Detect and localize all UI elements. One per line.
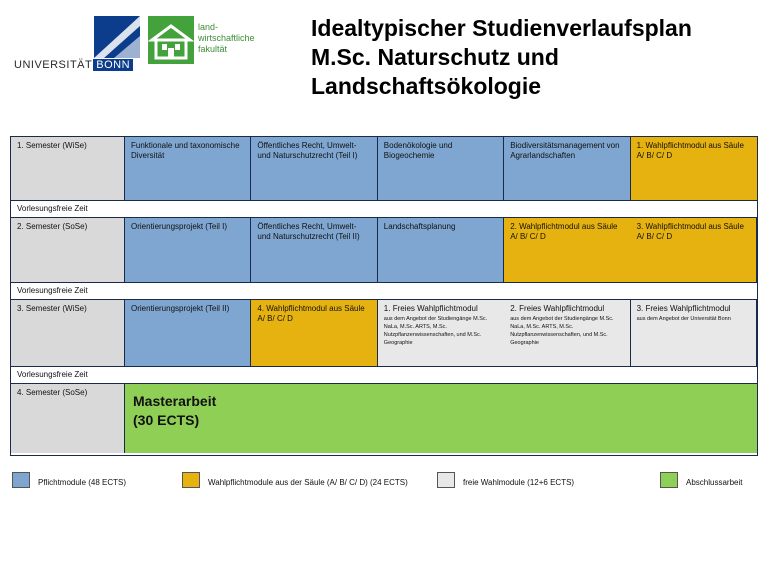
master-thesis-cell <box>125 384 757 453</box>
legend-swatch <box>660 472 678 488</box>
free-module-note: aus dem Angebot der Universität Bonn <box>636 316 731 322</box>
faculty-wordmark-line: fakultät <box>198 44 228 54</box>
study-plan-table <box>10 136 758 456</box>
farmhouse-icon <box>148 16 194 64</box>
free-module-title: 3. Freies Wahlpflichtmodul <box>636 304 731 313</box>
module-cell: Orientierungsprojekt (Teil II) <box>125 300 251 367</box>
lecture-free-period: Vorlesungsfreie Zeit <box>11 367 757 384</box>
elective-module-cell: 4. Wahlpflichtmodul aus Säule A/ B/ C/ D <box>251 300 377 367</box>
free-module-cell <box>631 300 757 367</box>
free-module-title: 2. Freies Wahlpflichtmodul <box>510 304 605 313</box>
page-title <box>311 14 692 101</box>
elective-module-cell: 2. Wahlpflichtmodul aus Säule A/ B/ C/ D <box>504 218 630 283</box>
free-module-note: aus dem Angebot der Studiengänge M.Sc. NaLa, M.Sc. ARTS, M.Sc. Nutzpflanzenwissenschaften, und M.Sc. Geographie <box>383 316 488 346</box>
semester-label-3: 3. Semester (WiSe) <box>11 300 125 367</box>
module-cell: Öffentliches Recht, Umwelt- und Naturschutzrecht (Teil I) <box>251 137 377 201</box>
faculty-logo-mark <box>148 16 194 64</box>
title-line: M.Sc. Naturschutz und <box>311 44 559 70</box>
university-wordmark-bonn: BONN <box>93 59 133 71</box>
free-module-note: aus dem Angebot der Studiengänge M.Sc. NaLa, M.Sc. ARTS, M.Sc. Nutzpflanzenwissenschaften, und M.Sc. Geographie <box>510 316 614 346</box>
free-module-title: 1. Freies Wahlpflichtmodul <box>383 304 478 313</box>
legend-swatch <box>182 472 200 488</box>
elective-module-cell: 3. Wahlpflichtmodul aus Säule A/ B/ C/ D <box>631 218 757 283</box>
lecture-free-period: Vorlesungsfreie Zeit <box>11 283 757 300</box>
faculty-wordmark-line: wirtschaftliche <box>198 33 255 43</box>
legend-swatch <box>437 472 455 488</box>
semester-label-1: 1. Semester (WiSe) <box>11 137 125 201</box>
legend-label: Abschlussarbeit <box>686 478 743 487</box>
title-line: Idealtypischer Studienverlaufsplan <box>311 15 692 41</box>
semester-label-4: 4. Semester (SoSe) <box>11 384 125 453</box>
module-cell: Landschaftsplanung <box>378 218 504 283</box>
faculty-wordmark <box>198 22 255 55</box>
university-wordmark <box>14 59 133 71</box>
module-cell: Orientierungsprojekt (Teil I) <box>125 218 251 283</box>
semester-label-2: 2. Semester (SoSe) <box>11 218 125 283</box>
legend-label: freie Wahlmodule (12+6 ECTS) <box>463 478 575 487</box>
module-cell: Funktionale und taxonomische Diversität <box>125 137 251 201</box>
title-line: Landschaftsökologie <box>311 73 542 99</box>
university-wordmark-left: UNIVERSITÄT <box>14 59 93 71</box>
faculty-logo <box>148 16 288 70</box>
university-bonn-logo <box>14 14 142 70</box>
legend-swatch <box>12 472 30 488</box>
module-cell: Bodenökologie und Biogeochemie <box>378 137 504 201</box>
master-thesis-title: Masterarbeit <box>133 393 217 409</box>
legend-label: Pflichtmodule (48 ECTS) <box>38 478 127 487</box>
university-logo-graphic <box>94 16 140 58</box>
lecture-free-period: Vorlesungsfreie Zeit <box>11 201 757 218</box>
module-cell: Öffentliches Recht, Umwelt- und Naturschutzrecht (Teil II) <box>251 218 377 283</box>
free-module-cell <box>504 300 630 367</box>
module-cell: Biodiversitätsmanagement von Agrarlandschaften <box>504 137 630 201</box>
elective-module-cell: 1. Wahlpflichtmodul aus Säule A/ B/ C/ D <box>631 137 757 201</box>
free-module-cell <box>378 300 504 367</box>
faculty-wordmark-line: land- <box>198 22 219 32</box>
university-logo-mark <box>94 16 140 58</box>
legend-label: Wahlpflichtmodule aus der Säule (A/ B/ C/ D) (24 ECTS) <box>208 478 408 487</box>
master-thesis-credits: (30 ECTS) <box>133 412 200 428</box>
